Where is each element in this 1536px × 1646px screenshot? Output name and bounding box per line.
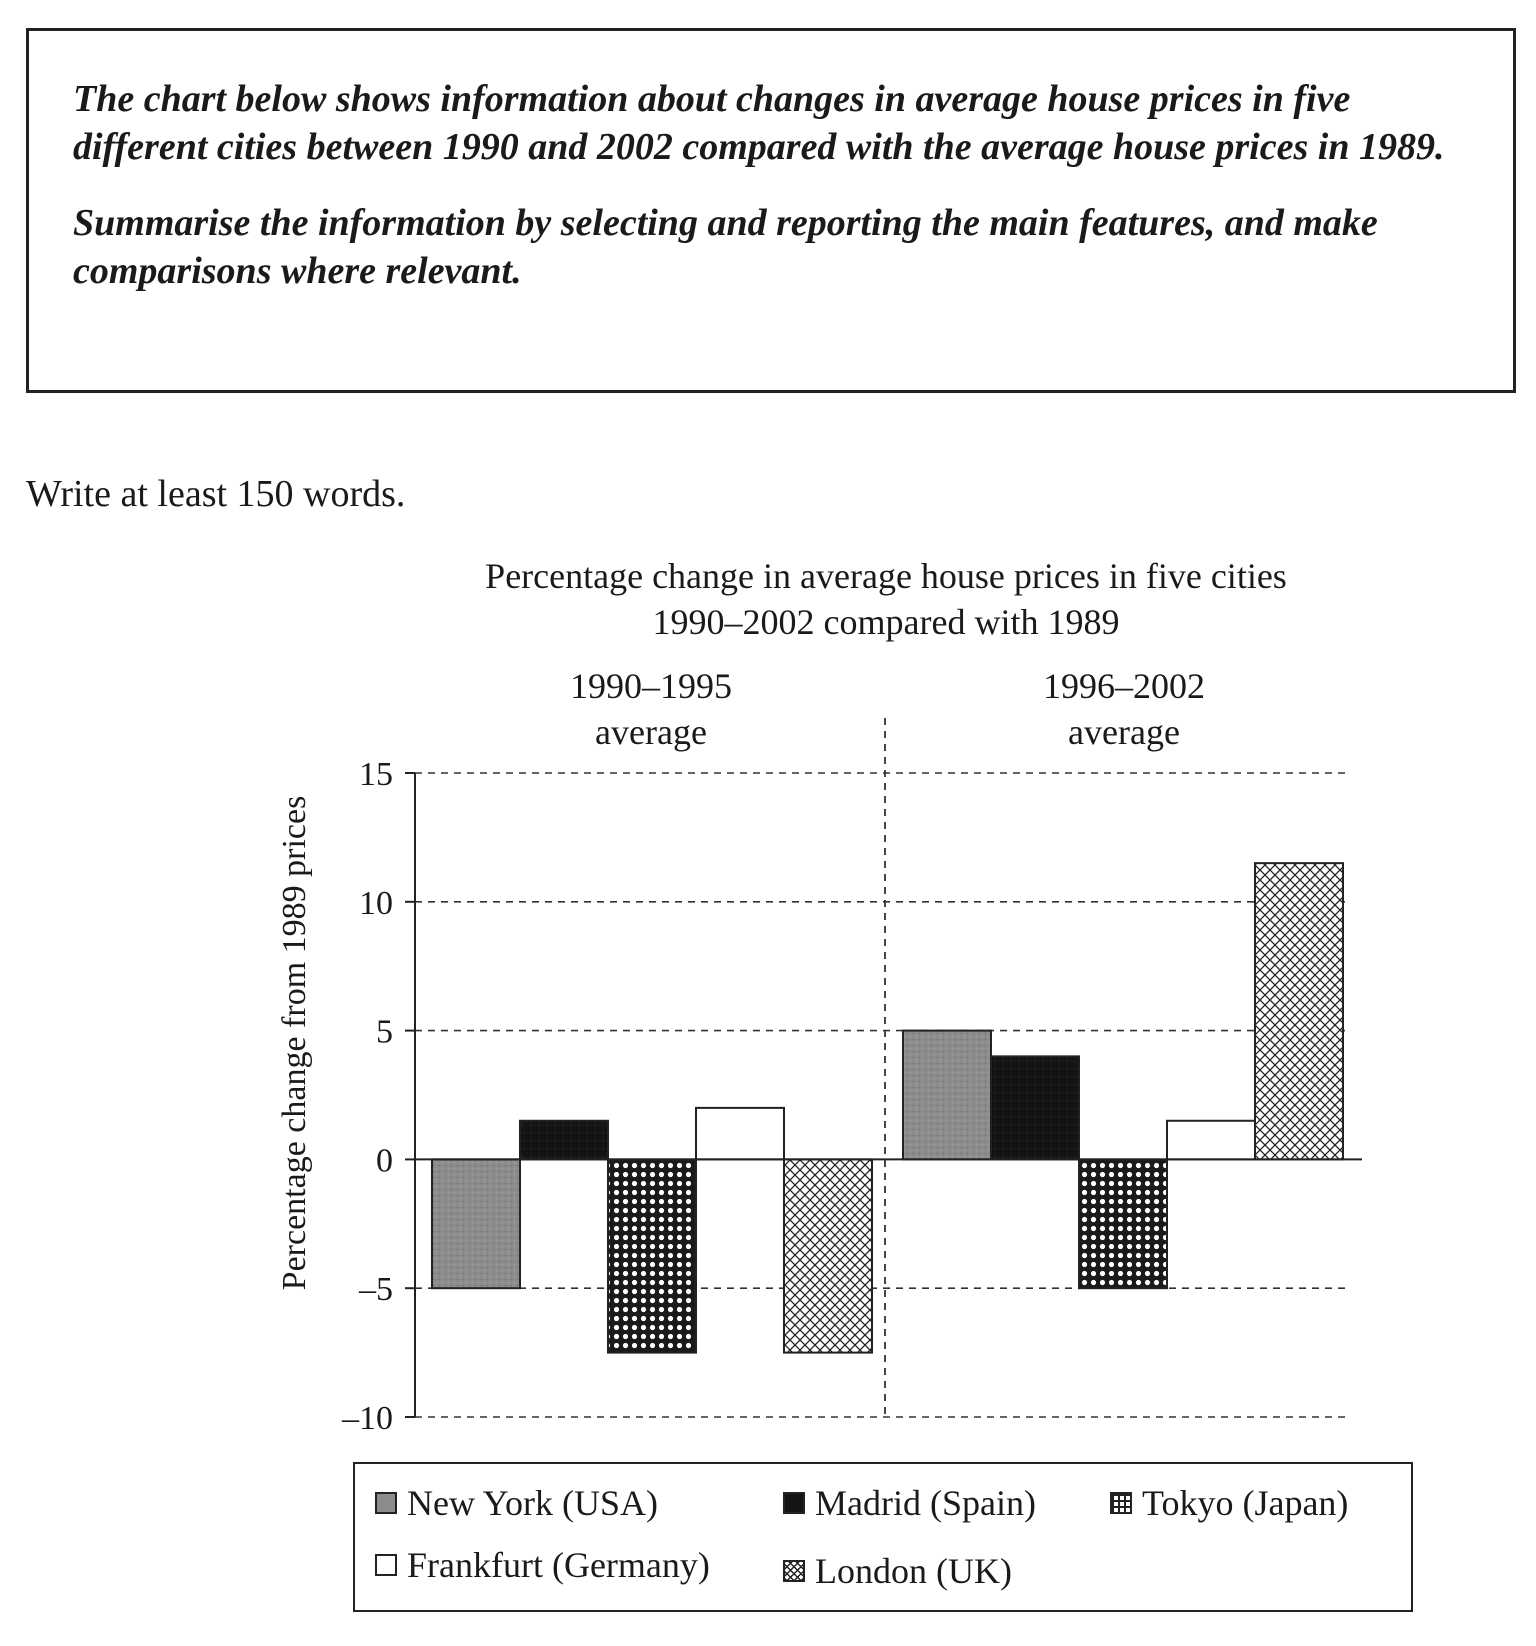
gridlines xyxy=(415,718,1350,1417)
chart-subtitle: 1990–2002 compared with 1989 xyxy=(652,602,1120,642)
bar-frankfurt-2 xyxy=(1167,1121,1255,1160)
bar-madrid-2 xyxy=(991,1056,1079,1159)
legend-swatch-madrid xyxy=(783,1492,805,1514)
legend-item-tokyo xyxy=(1110,1482,1348,1524)
bar-london-2 xyxy=(1255,863,1343,1159)
bar-new-2 xyxy=(903,1031,991,1160)
legend-swatch-tokyo xyxy=(1110,1492,1132,1514)
y-tick-labels xyxy=(341,756,393,1437)
word-count-instruction: Write at least 150 words. xyxy=(26,473,406,515)
bars xyxy=(432,863,1343,1352)
bar-madrid-1 xyxy=(520,1121,608,1160)
bar-frankfurt-1 xyxy=(696,1108,784,1160)
legend-label-new-york: New York (USA) xyxy=(407,1483,659,1523)
legend-label-london: London (UK) xyxy=(815,1551,1012,1591)
y-axis-label: Percentage change from 1989 prices xyxy=(276,795,313,1291)
legend xyxy=(353,1462,1413,1612)
y-tick-label: –10 xyxy=(342,1400,393,1437)
legend-item-new-york xyxy=(375,1482,658,1524)
legend-swatch-london xyxy=(783,1560,805,1582)
y-tick-label: 10 xyxy=(359,884,393,922)
legend-label-tokyo: Tokyo (Japan) xyxy=(1142,1483,1349,1523)
group-label-2-line2: average xyxy=(1068,712,1180,752)
group-label-1-line1: 1990–1995 xyxy=(570,666,732,706)
bar-tokyo-1 xyxy=(608,1159,696,1352)
legend-label-madrid: Madrid (Spain) xyxy=(815,1483,1036,1523)
y-tick-label: 0 xyxy=(376,1142,393,1180)
chart-title: Percentage change in average house prices in five cities xyxy=(485,556,1287,596)
task-paragraph-1: The chart below shows information about changes in average house prices in five different cities between 1990 and 2002 compared with the average house prices in 1989. xyxy=(73,78,1445,168)
group-label-2-line1: 1996–2002 xyxy=(1043,666,1205,706)
legend-swatch-frankfurt xyxy=(375,1554,397,1576)
group-label-1-line2: average xyxy=(595,712,707,752)
bar-london-1 xyxy=(784,1159,872,1352)
y-tick-label: 5 xyxy=(376,1013,393,1051)
legend-label-frankfurt: Frankfurt (Germany) xyxy=(407,1545,710,1585)
y-tick-label: 15 xyxy=(359,756,393,793)
bar-tokyo-2 xyxy=(1079,1159,1167,1288)
legend-swatch-new-york xyxy=(375,1492,397,1514)
legend-item-london xyxy=(783,1550,1012,1592)
task-paragraph-2: Summarise the information by selecting and reporting the main features, and make comparisons where relevant. xyxy=(73,202,1378,292)
legend-item-madrid xyxy=(783,1482,1036,1524)
legend-item-frankfurt xyxy=(375,1544,710,1586)
y-tick-label: –5 xyxy=(359,1271,393,1309)
axes xyxy=(405,773,1362,1417)
bar-new-1 xyxy=(432,1159,520,1288)
